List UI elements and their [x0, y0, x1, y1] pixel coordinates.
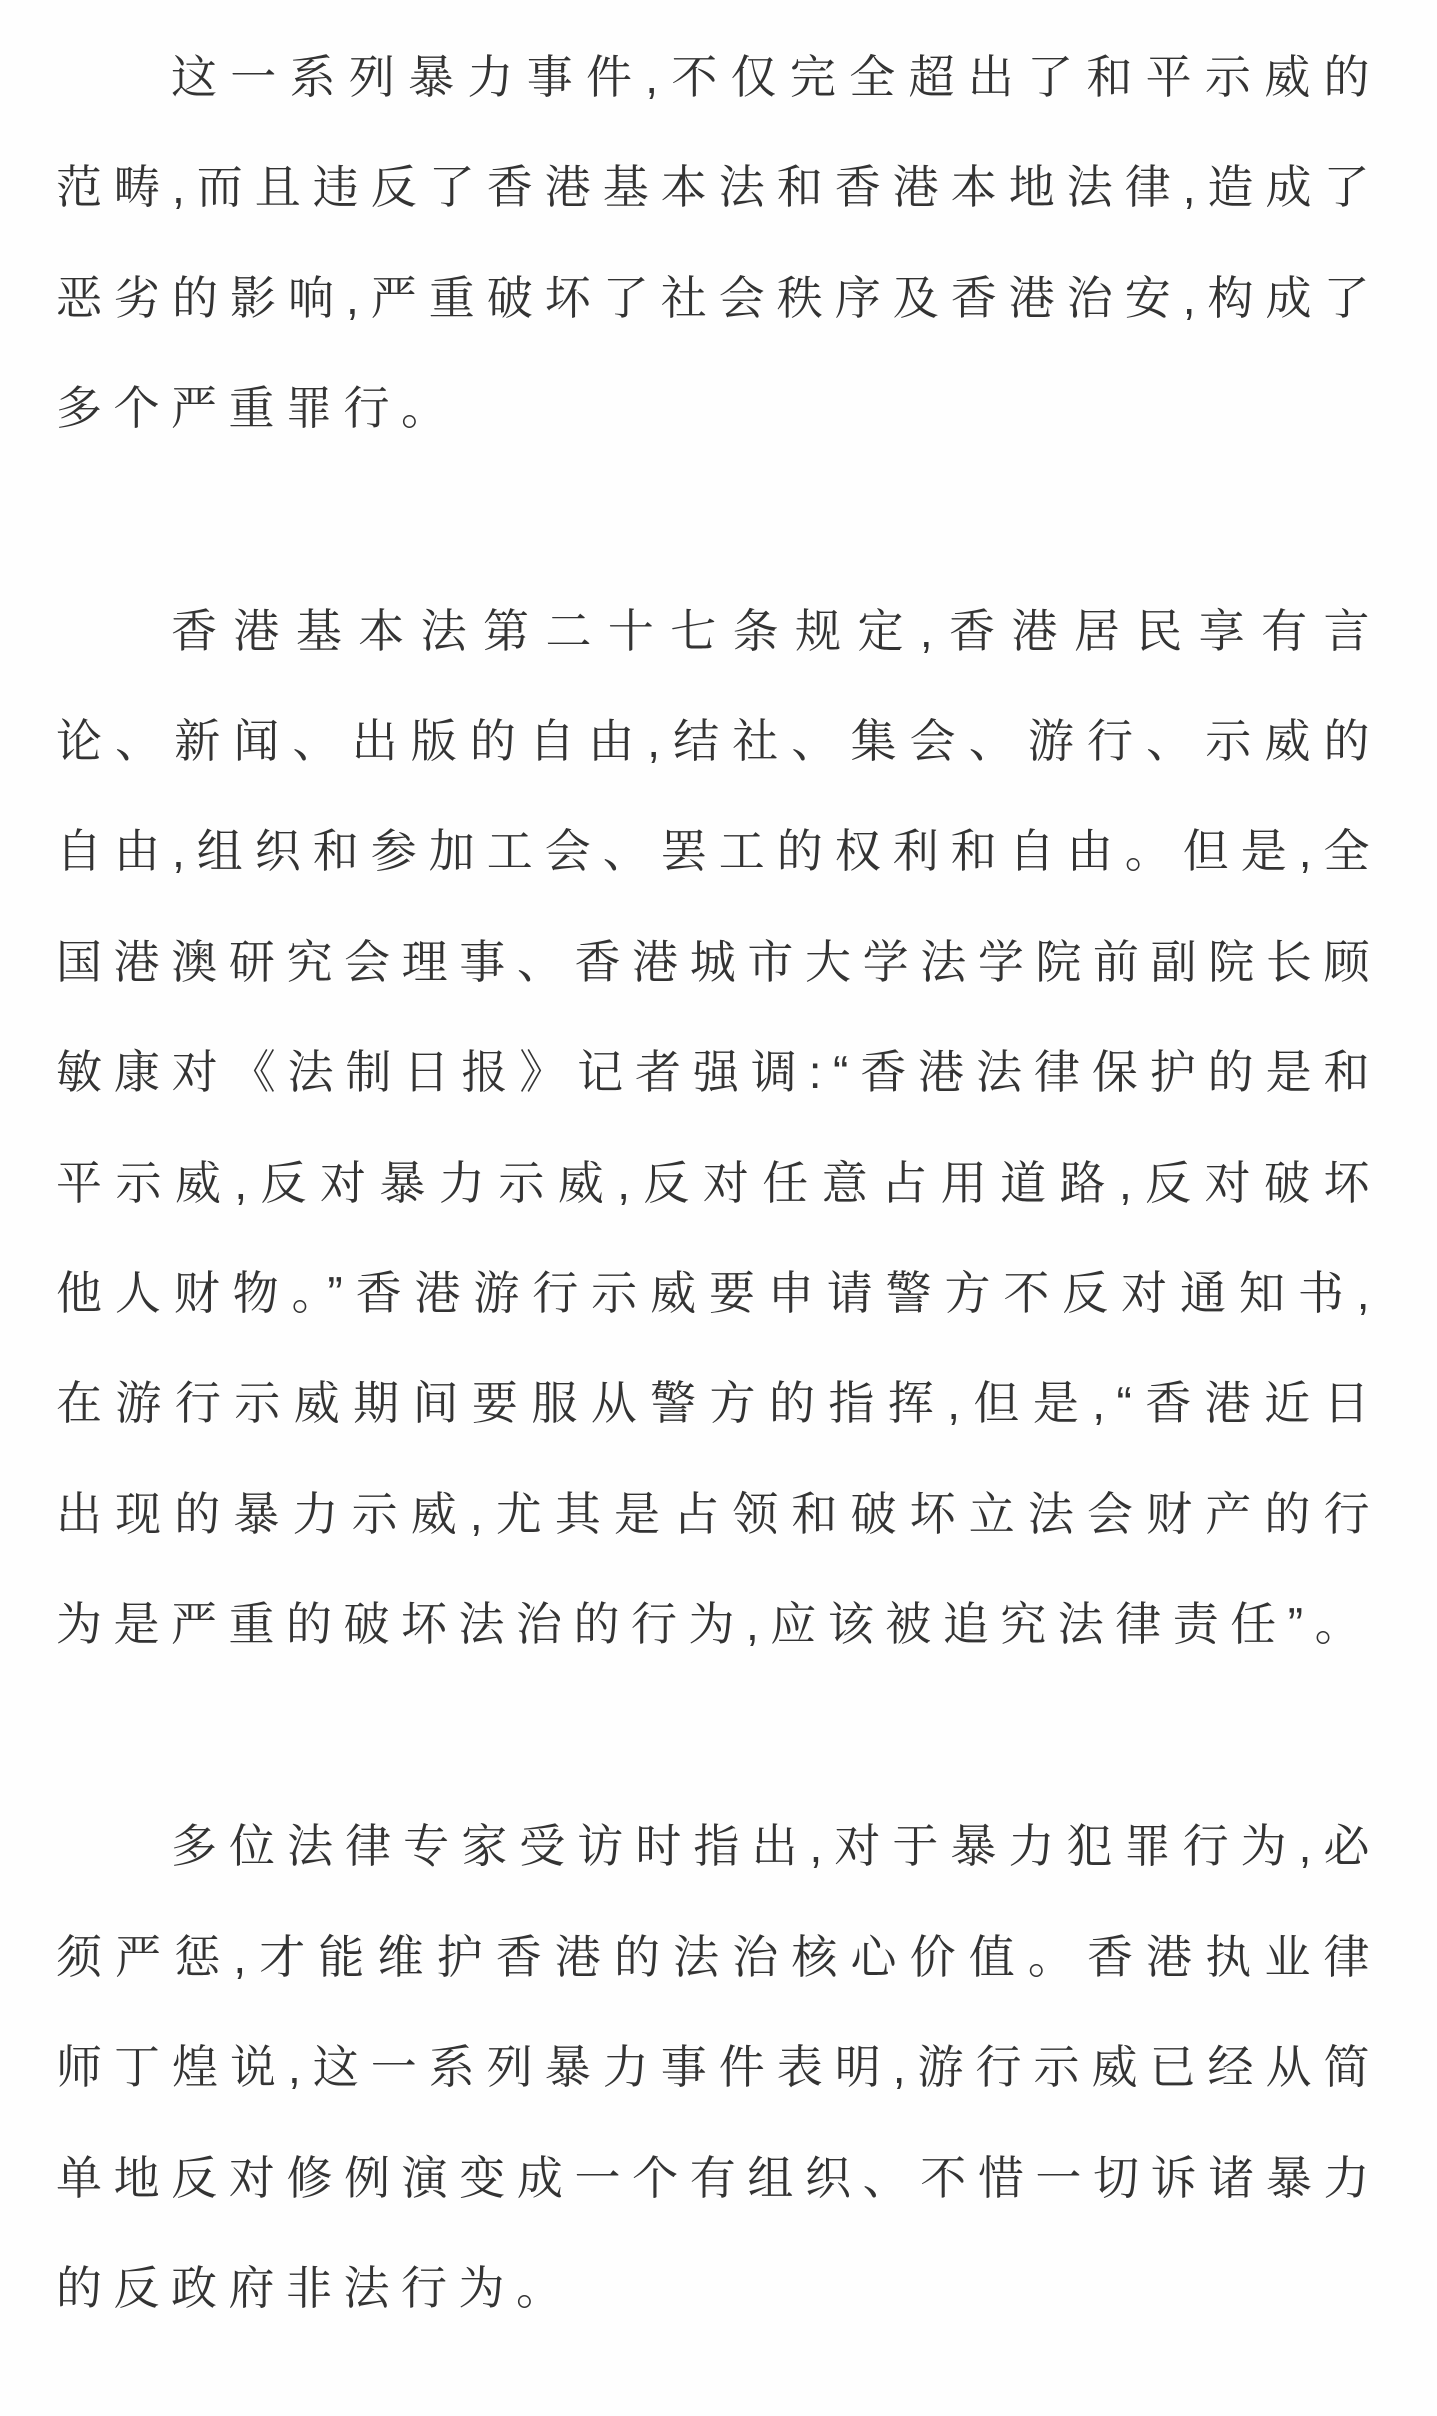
- paragraph-3: 多位法律专家受访时指出,对于暴力犯罪行为,必须严惩,才能维护香港的法治核心价值。香港执业律师丁煌说,这一系列暴力事件表明,游行示威已经从简单地反对修例演变成一个有组织、不惜一切诉诸暴力的反政府非法行为。: [56, 1820, 1381, 2315]
- paragraph-1: 这一系列暴力事件,不仅完全超出了和平示威的范畴,而且违反了香港基本法和香港本地法律,造成了恶劣的影响,严重破坏了社会秩序及香港治安,构成了多个严重罪行。: [56, 51, 1381, 435]
- paragraph-2: 香港基本法第二十七条规定,香港居民享有言论、新闻、出版的自由,结社、集会、游行、示威的自由,组织和参加工会、罢工的权利和自由。但是,全国港澳研究会理事、香港城市大学法学院前副院长顾敏康对《法制日报》记者强调:“香港法律保护的是和平示威,反对暴力示威,反对任意占用道路,反对破坏他人财物。”香港游行示威要申请警方不反对通知书,在游行示威期间要服从警方的指挥,但是,“香港近日出现的暴力示威,尤其是占领和破坏立法会财产的行为是严重的破坏法治的行为,应该被追究法律责任”。: [56, 604, 1381, 1651]
- article-body: [56, 22, 1381, 2343]
